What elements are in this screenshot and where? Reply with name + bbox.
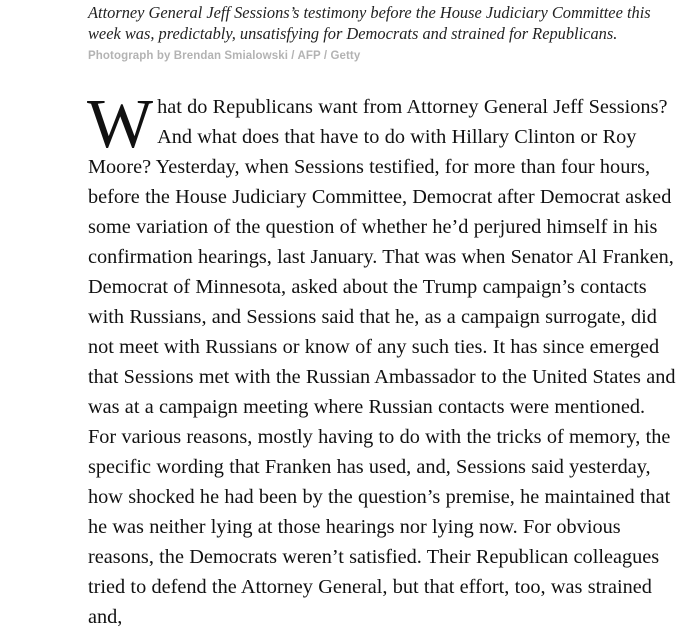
photo-credit: Photograph by Brendan Smialowski / AFP / Getty [88,50,361,62]
drop-cap: W [87,86,154,163]
photo-caption: Attorney General Jeff Sessions’s testimony before the House Judiciary Committee this week was, predictably, unsatisfying for Democrats and strained for Republicans. [88,3,651,43]
article-text: hat do Republicans want from Attorney General Jeff Sessions? And what does that have to do with Hillary Clinton or Roy Moore? Yesterday, when Sessions testified, for more than four hours, before the House Judiciary Committee, Democrat after Democrat asked some variation of the question of whether he’d perjured himself in his confirmation hearings, last January. That was when Senator Al Franken, Democrat of Minnesota, asked about the Trump campaign’s contacts with Russians, and Sessions said that he, as a campaign surrogate, did not meet with Russians or know of any such ties. It has since emerged that Sessions met with the Russian Ambassador to the United States and was at a campaign meeting where Russian contacts were mentioned. For various reasons, mostly having to do with the tricks of memory, the specific wording that Franken has used, and, Sessions said yesterday, how shocked he had been by the question’s premise, he maintained that he was neither lying at those hearings nor lying now. For obvious reasons, the Democrats weren’t satisfied. Their Republican colleagues tried to defend the Attorney General, but that effort, too, was strained and, [88,96,676,628]
article-paragraph [87,86,678,632]
article-body [87,86,678,632]
